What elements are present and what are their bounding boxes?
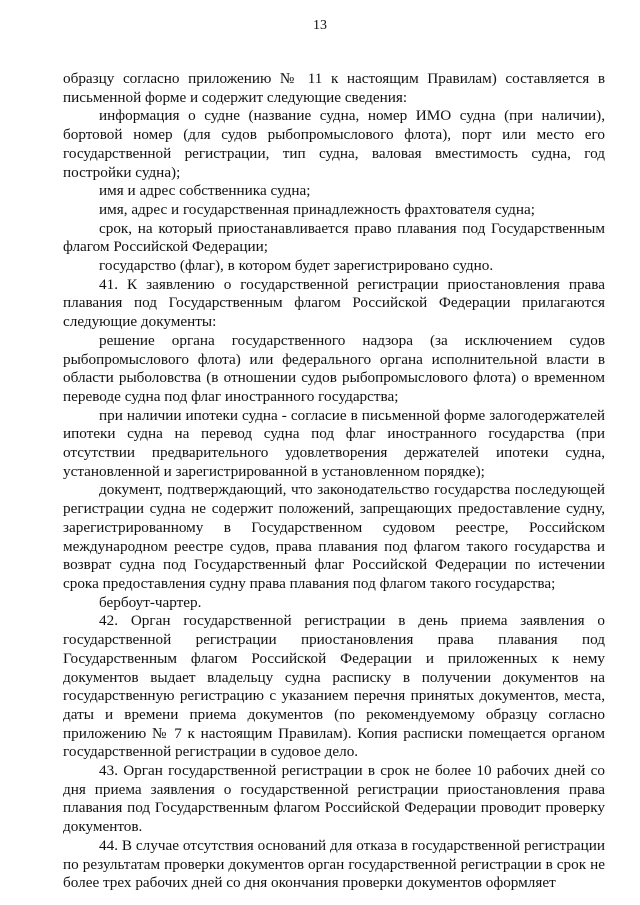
paragraph-continuation: образцу согласно приложению № 11 к настоящим Правилам) составляется в письменной форме и содержит следующие сведения: [63,70,605,106]
paragraph-owner: имя и адрес собственника судна; [99,182,311,200]
paragraph-suspension-term: срок, на который приостанавливается право плавания под Государственным флагом Российской Федерации; [63,219,605,256]
page-number: 13 [313,18,327,33]
paragraph-supervision-decision: решение органа государственного надзора (за исключением судов рыбопромыслового флота) или федерального органа исполнительной власти в области рыболовства (в отношении судов рыбопромыслового флота) о временном переводе судна под флаг иностранного государства; [63,331,605,405]
document-body [63,70,605,893]
paragraph-bareboat-charter: бербоут-чартер. [99,593,202,611]
paragraph-43: 43. Орган государственной регистрации в срок не более 10 рабочих дней со дня приема заявления о государственной регистрации приостановления права плавания под Государственным флагом Российской Федерации проводит проверку документов. [63,762,605,836]
paragraph-legislation-document: документ, подтверждающий, что законодательство государства последующей регистрации судна не содержит положений, запрещающих предоставление судну, зарегистрированному в Государственном судовом реестре, Российском международном реестре судов, права плавания под флагом такого государства и возврат судна под Государственный флаг Российской Федерации по истечении срока предоставления судну права плавания под флагом такого государства; [63,481,605,592]
paragraph-44: 44. В случае отсутствия оснований для отказа в государственной регистрации по результатам проверки документов орган государственной регистрации в срок не более трех рабочих дней со дня окончания проверки документов оформляет [63,836,605,892]
paragraph-42: 42. Орган государственной регистрации в день приема заявления о государственной регистрации приостановления права плавания под Государственным флагом Российской Федерации и приложенных к нему документов выдает владельцу судна расписку в получении документов на государственную регистрацию с указанием перечня принятых документов, места, даты и времени приема документов (по рекомендуемому образцу согласно приложению № 7 к настоящим Правилам). Копия расписки помещается органом государственной регистрации в судовое дело. [63,612,605,761]
paragraph-charterer: имя, адрес и государственная принадлежность фрахтователя судна; [99,200,535,218]
paragraph-mortgage-consent: при наличии ипотеки судна - согласие в письменной форме залогодержателей ипотеки судна на перевод судна под флаг иностранного государства (при отсутствии предварительного удовлетворения держателей ипотеки судна, установленной и зарегистрированной в установленном порядке); [63,406,605,480]
paragraph-state-flag: государство (флаг), в котором будет зарегистрировано судно. [99,257,494,275]
paragraph-41: 41. К заявлению о государственной регистрации приостановления права плавания под Государственным флагом Российской Федерации прилагаются следующие документы: [63,275,605,331]
paragraph-vessel-info: информация о судне (название судна, номер ИМО судна (при наличии), бортовой номер (для судов рыбопромыслового флота), порт или место его государственной регистрации, тип судна, валовая вместимость судна, год постройки судна); [63,107,605,181]
